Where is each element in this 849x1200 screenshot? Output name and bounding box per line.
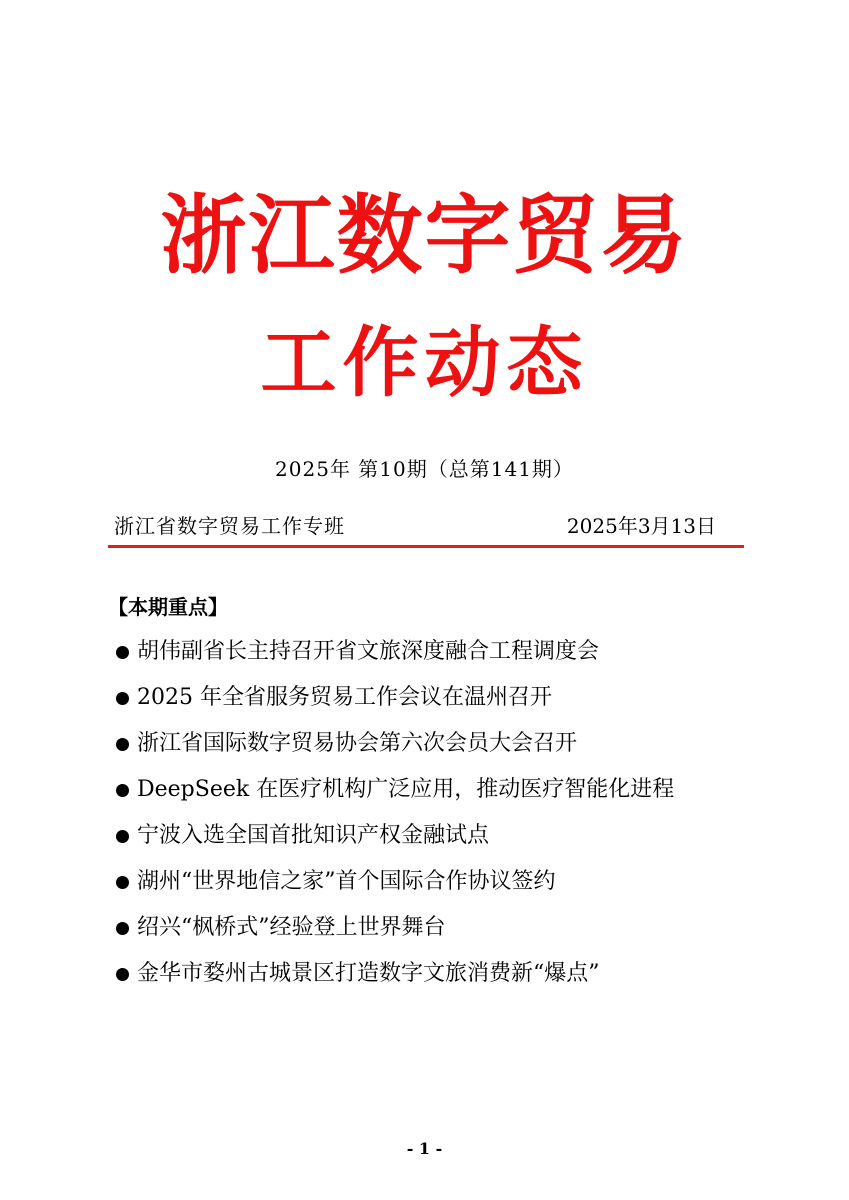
bullet-icon — [116, 692, 129, 705]
page-number: - 1 - — [406, 1139, 443, 1158]
publisher: 浙江省数字贸易工作专班 — [114, 514, 345, 538]
list-item-text: 胡伟副省长主持召开省文旅深度融合工程调度会 — [137, 639, 600, 664]
highlights-heading: 【本期重点】 — [108, 595, 228, 619]
list-item — [116, 767, 674, 813]
list-item — [116, 675, 674, 721]
bullet-icon — [116, 784, 129, 797]
bullet-icon — [116, 968, 129, 981]
list-item-text: 宁波入选全国首批知识产权金融试点 — [137, 823, 490, 848]
header-divider — [108, 545, 744, 548]
highlights-list — [116, 629, 674, 997]
list-item-text: 浙江省国际数字贸易协会第六次会员大会召开 — [137, 731, 578, 756]
list-item — [116, 721, 674, 767]
list-item-text: 绍兴“枫桥式”经验登上世界舞台 — [137, 915, 446, 940]
bullet-icon — [116, 646, 129, 659]
issue-number: 2025年 第10期（总第141期） — [275, 457, 574, 481]
list-item — [116, 629, 674, 675]
list-item — [116, 859, 674, 905]
bullet-icon — [116, 876, 129, 889]
publication-subtitle: 工作动态 — [260, 318, 589, 407]
list-item-text: 金华市婺州古城景区打造数字文旅消费新“爆点” — [137, 961, 600, 986]
list-item-text: 湖州“世界地信之家”首个国际合作协议签约 — [137, 869, 556, 894]
bullet-icon — [116, 922, 129, 935]
bullet-icon — [116, 830, 129, 843]
bullet-icon — [116, 738, 129, 751]
list-item — [116, 951, 674, 997]
publication-title: 浙江数字贸易 — [160, 185, 689, 286]
list-item-text: DeepSeek 在医疗机构广泛应用，推动医疗智能化进程 — [137, 777, 675, 802]
list-item — [116, 813, 674, 859]
list-item — [116, 905, 674, 951]
list-item-text: 2025 年全省服务贸易工作会议在温州召开 — [137, 685, 552, 710]
publish-date: 2025年3月13日 — [566, 514, 716, 538]
